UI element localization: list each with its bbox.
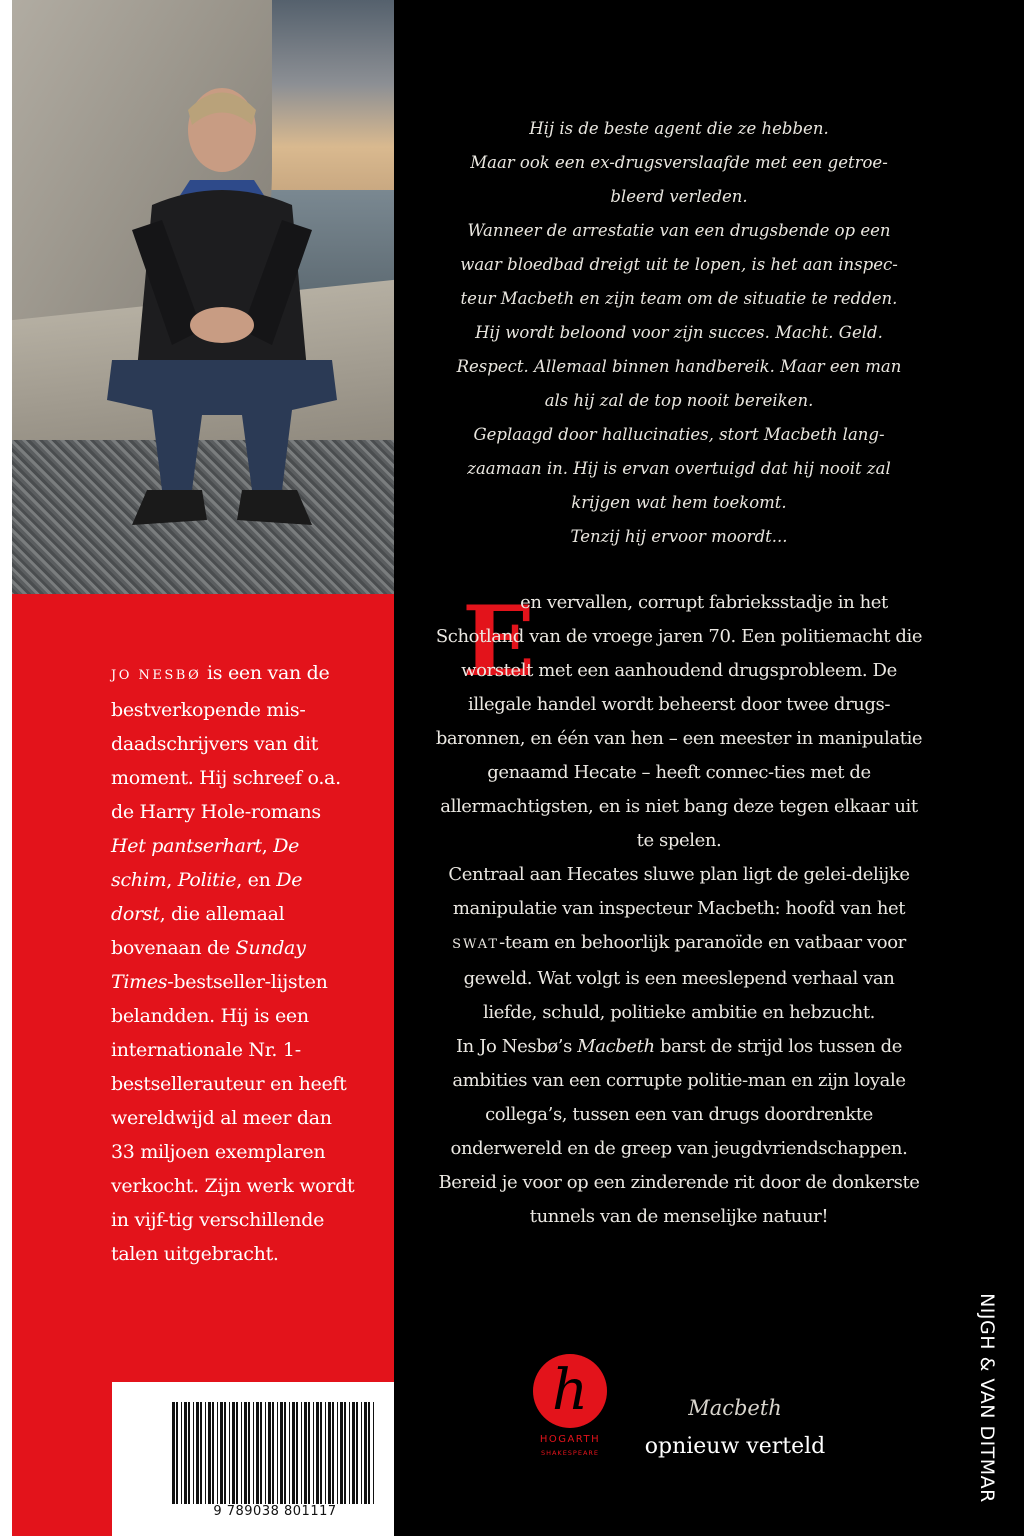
book-title: Macbeth <box>577 1036 655 1057</box>
barcode-bar <box>277 1402 278 1504</box>
book-title: De schim <box>111 835 300 891</box>
barcode-bar <box>265 1402 266 1504</box>
barcode-bar <box>352 1402 355 1504</box>
barcode-bar <box>349 1402 350 1504</box>
barcode-bar <box>224 1402 226 1504</box>
barcode-bar <box>344 1402 346 1504</box>
author-figure <box>92 70 352 570</box>
author-name: JO NESBØ <box>111 668 202 683</box>
book-title: Het pantserhart <box>111 835 262 857</box>
barcode-bar <box>232 1402 235 1504</box>
barcode-bar <box>205 1402 206 1504</box>
synopsis: en vervallen, corrupt fabrieksstadje in het Schotland van de vroege jaren 70. Een politiemacht die worstelt met een aanhoudend drugsprobleem. De illegale handel wordt beheerst door twee drugs-baronnen, en één van hen – een meester in manipulatie genaamd Hecate – heeft connec-ties met de allermachtigsten, en is niet bang deze tegen elkaar uit te spelen. Centraal aan Hecates sluwe plan ligt de gelei-delijke manipulatie van inspecteur Macbeth: hoofd van het SWAT-team en behoorlijk paranoïde en vatbaar voor geweld. Wat volgt is een meeslepend verhaal van liefde, schuld, politieke ambitie en hebzucht. In Jo Nesbø’s Macbeth barst de strijd los tussen de ambities van een corrupte politie-man en zijn loyale collega’s, tussen een van drugs doordrenkte onderwereld en de greep van jeugdvriendschappen. Bereid je voor op een zinderende rit door de donkerste tunnels van de menselijke natuur! <box>435 592 923 1227</box>
intro-line: Respect. Allemaal binnen handbereik. Maar een man <box>456 357 902 376</box>
barcode-bar <box>253 1402 254 1504</box>
barcode-bar <box>368 1402 370 1504</box>
swat-acronym: SWAT <box>452 937 500 952</box>
intro-line: Tenzij hij ervoor moordt... <box>570 527 788 546</box>
author-photo <box>12 0 394 594</box>
barcode-bar <box>284 1402 286 1504</box>
barcode-bar <box>328 1402 331 1504</box>
intro-line: Hij is de beste agent die ze hebben. <box>529 119 829 138</box>
barcode-bar <box>236 1402 238 1504</box>
barcode-bar <box>268 1402 271 1504</box>
isbn-barcode <box>170 1402 380 1504</box>
book-title: Politie <box>177 869 237 891</box>
barcode-bar <box>325 1402 326 1504</box>
barcode-bar <box>229 1402 230 1504</box>
intro-line: Maar ook een ex-drugsverslaafde met een getroe- <box>470 153 888 172</box>
barcode-bar <box>181 1402 182 1504</box>
barcode-bar <box>193 1402 194 1504</box>
barcode-area <box>112 1382 394 1536</box>
barcode-bar <box>337 1402 338 1504</box>
barcode-bar <box>280 1402 283 1504</box>
barcode-bar <box>356 1402 358 1504</box>
barcode-bar <box>208 1402 211 1504</box>
barcode-bar <box>304 1402 307 1504</box>
barcode-bar <box>212 1402 214 1504</box>
barcode-bar <box>272 1402 274 1504</box>
intro-line: als hij zal de top nooit bereiken. <box>544 391 814 410</box>
barcode-bar <box>220 1402 223 1504</box>
barcode-bar <box>320 1402 322 1504</box>
series-title: Macbeth <box>688 1396 782 1420</box>
book-title: De dorst <box>111 869 303 925</box>
barcode-bar <box>184 1402 187 1504</box>
barcode-bar <box>256 1402 259 1504</box>
barcode-bar <box>176 1402 178 1504</box>
logo-name: HOGARTH <box>539 1434 601 1445</box>
barcode-bar <box>361 1402 362 1504</box>
intro-line: bleerd verleden. <box>610 187 748 206</box>
intro-line: zaamaan in. Hij is ervan overtuigd dat hij nooit zal <box>467 459 891 478</box>
barcode-bar <box>308 1402 310 1504</box>
hogarth-logo <box>520 1354 620 1464</box>
barcode-bar <box>200 1402 202 1504</box>
series-subtitle: opnieuw verteld <box>644 1434 826 1459</box>
intro-line: waar bloedbad dreigt uit te lopen, is het aan inspec- <box>460 255 898 274</box>
barcode-bar <box>373 1402 374 1504</box>
intro-line: krijgen wat hem toekomt. <box>571 493 787 512</box>
publisher-name: NIJGH & VAN DITMAR <box>976 1293 998 1503</box>
barcode-bar <box>292 1402 295 1504</box>
intro-line: Wanneer de arrestatie van een drugsbende op een <box>467 221 891 240</box>
intro-line: Hij wordt beloond voor zijn succes. Macht. Geld. <box>475 323 883 342</box>
barcode-bar <box>196 1402 199 1504</box>
isbn-number: 9 789038 801117 <box>213 1504 337 1519</box>
intro-line: teur Macbeth en zijn team om de situatie te redden. <box>460 289 898 308</box>
barcode-bar <box>244 1402 247 1504</box>
author-bio: JO NESBØ is een van de bestverkopende mis-daadschrijvers van dit moment. Hij schreef o.a. de Harry Hole-romans Het pantserhart, De schim, Politie, en De dorst, die allemaal bovenaan de Sunday Times-bestseller-lijsten belandden. Hij is een internationale Nr. 1-bestsellerauteur en heeft wereldwijd al meer dan 33 miljoen exemplaren verkocht. Zijn werk wordt in vijf-tig verschillende talen uitgebracht. <box>111 662 355 1265</box>
intro-line: Geplaagd door hallucinaties, stort Macbeth lang- <box>473 425 885 444</box>
barcode-bar <box>260 1402 262 1504</box>
barcode-bar <box>248 1402 250 1504</box>
barcode-bar <box>188 1402 190 1504</box>
barcode-bar <box>217 1402 218 1504</box>
barcode-bar <box>289 1402 290 1504</box>
barcode-bar <box>316 1402 319 1504</box>
barcode-bar <box>301 1402 302 1504</box>
intro-blurb <box>434 112 924 554</box>
barcode-bar <box>340 1402 343 1504</box>
newspaper-title: Sunday Times <box>111 937 306 993</box>
logo-subtitle: SHAKESPEARE <box>540 1449 600 1457</box>
barcode-bar <box>172 1402 175 1504</box>
logo-letter: h <box>551 1358 589 1423</box>
barcode-bar <box>364 1402 367 1504</box>
barcode-bar <box>241 1402 242 1504</box>
barcode-bar <box>332 1402 334 1504</box>
barcode-bar <box>296 1402 298 1504</box>
drop-cap: E <box>462 585 536 698</box>
barcode-bar <box>313 1402 314 1504</box>
